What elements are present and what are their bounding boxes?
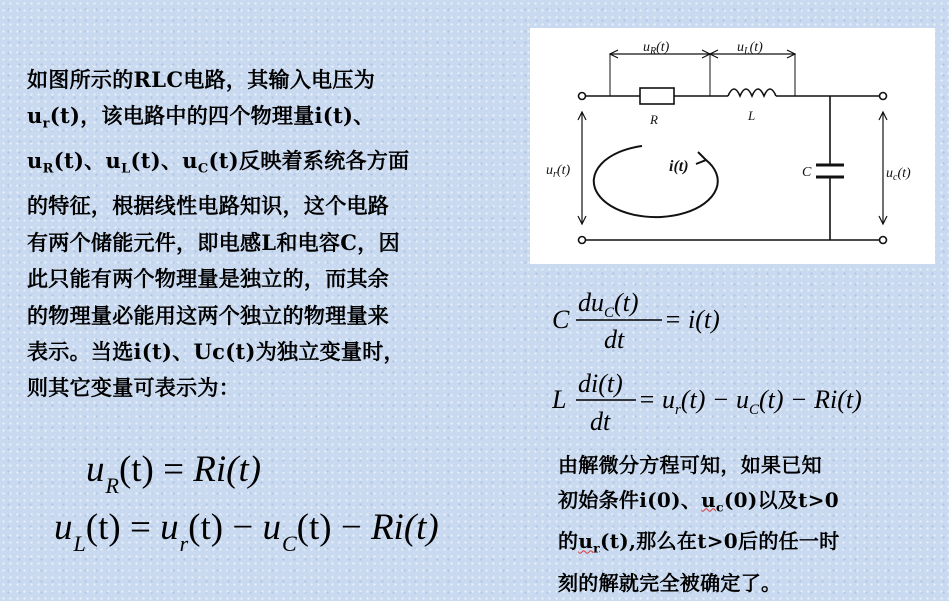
diff-eq-2-svg — [552, 368, 932, 440]
var-uc: $u_c$ — [701, 487, 724, 514]
label-C: C — [802, 165, 812, 180]
diff-eq-1-svg — [552, 284, 752, 354]
var-ur: $u_r$ — [578, 529, 600, 556]
conclusion-text: 的 — [558, 529, 579, 554]
eq-arg: (t) — [85, 507, 121, 548]
eq-var: u — [86, 449, 105, 490]
eq-arg: (t) — [188, 507, 224, 548]
conclusion-text: (0)以及t>0 — [723, 487, 839, 512]
var-u: u — [182, 148, 198, 174]
eq-sub: r — [179, 531, 189, 556]
coef-L: L — [552, 385, 567, 414]
intro-text: (t)、 — [130, 148, 183, 174]
terminal-top-right — [880, 93, 887, 100]
intro-line-3 — [27, 143, 517, 188]
equation-uR — [86, 448, 261, 499]
current-arrowhead — [696, 152, 706, 164]
label-uR: $u_R(t)$ — [643, 40, 670, 57]
equation-uL — [54, 506, 439, 557]
intro-paragraph — [27, 62, 517, 407]
eq-arg: (t) — [118, 449, 154, 490]
intro-line-1: 如图所示的RLC电路，其输入电压为 — [27, 67, 376, 92]
denominator: dt — [604, 325, 625, 354]
eq-sign: − — [223, 507, 263, 548]
terminal-bottom-right — [880, 237, 887, 244]
numerator: di(t) — [578, 369, 623, 398]
rhs: = $u_r(t) - u_C(t) - Ri(t)$ — [638, 385, 862, 418]
eq-sign: = — [120, 507, 161, 548]
conclusion-line-2 — [558, 483, 943, 525]
eq-rhs: Ri(t) — [370, 507, 439, 548]
conclusion-paragraph — [558, 448, 943, 601]
intro-line-6: 此只能有两个物理量是独立的，而其余 — [27, 266, 390, 292]
intro-line-9: 则其它变量可表示为： — [27, 375, 240, 401]
var-sub-R: R — [42, 161, 54, 177]
intro-line-2-text: (t)，该电路中的四个物理量i(t)、 — [49, 103, 375, 129]
eq-rhs: Ri(t) — [193, 449, 262, 490]
numerator: $du_C(t)$ — [578, 288, 639, 321]
label-uc: $u_c(t)$ — [886, 166, 911, 183]
var-u: u — [27, 148, 43, 174]
inductor-symbol — [728, 89, 776, 96]
conclusion-text: (t),那么在t>0后的任一时 — [599, 529, 840, 554]
resistor-symbol — [640, 88, 674, 104]
eq-arg: (t) — [296, 507, 332, 548]
rhs: = i(t) — [664, 305, 720, 334]
eq-var: u — [160, 507, 179, 548]
intro-text: (t)、 — [53, 148, 106, 174]
label-L: L — [748, 108, 756, 123]
conclusion-line-1: 由解微分方程可知，如果已知 — [558, 453, 822, 477]
eq-var: u — [54, 507, 73, 548]
eq-var: u — [262, 507, 281, 548]
var-sub-C: C — [197, 161, 209, 177]
eq-sub: R — [105, 473, 119, 498]
circuit-svg — [530, 28, 935, 264]
diff-eq-capacitor — [552, 284, 752, 361]
intro-line-5: 有两个储能元件，即电感L和电容C，因 — [27, 229, 400, 255]
terminal-bottom-left — [579, 237, 586, 244]
intro-line-4: 的特征，根据线性电路知识，这个电路 — [27, 193, 390, 219]
conclusion-text: 初始条件i(0)、 — [558, 487, 702, 512]
diff-eq-inductor — [552, 368, 932, 447]
rlc-circuit-diagram — [530, 28, 935, 264]
eq-sub: L — [73, 531, 86, 556]
conclusion-line-3 — [558, 524, 943, 566]
eq-sign: − — [331, 507, 371, 548]
label-current: i(t) — [669, 158, 689, 175]
intro-line-7: 的物理量必能用这两个独立的物理量来 — [27, 302, 390, 328]
intro-line-2 — [27, 98, 517, 143]
label-uL: $u_L(t)$ — [737, 40, 763, 57]
var-u: u — [27, 103, 43, 129]
terminal-top-left — [579, 93, 586, 100]
eq-sub: C — [281, 531, 297, 556]
conclusion-line-4: 刻的解就完全被确定了。 — [558, 571, 782, 596]
var-sub-r: r — [42, 116, 50, 132]
intro-line-8: 表示。当选i(t)、Uc(t)为独立变量时， — [27, 338, 405, 364]
var-sub-L: L — [121, 161, 131, 177]
label-ur: $u_r(t)$ — [546, 163, 571, 180]
denominator: dt — [590, 407, 611, 436]
var-u: u — [105, 148, 122, 174]
label-R: R — [650, 112, 658, 127]
current-loop-arrow — [594, 146, 718, 217]
coef-C: C — [552, 305, 570, 334]
eq-sign: = — [153, 449, 194, 490]
intro-text: (t)反映着系统各方面 — [208, 148, 410, 174]
